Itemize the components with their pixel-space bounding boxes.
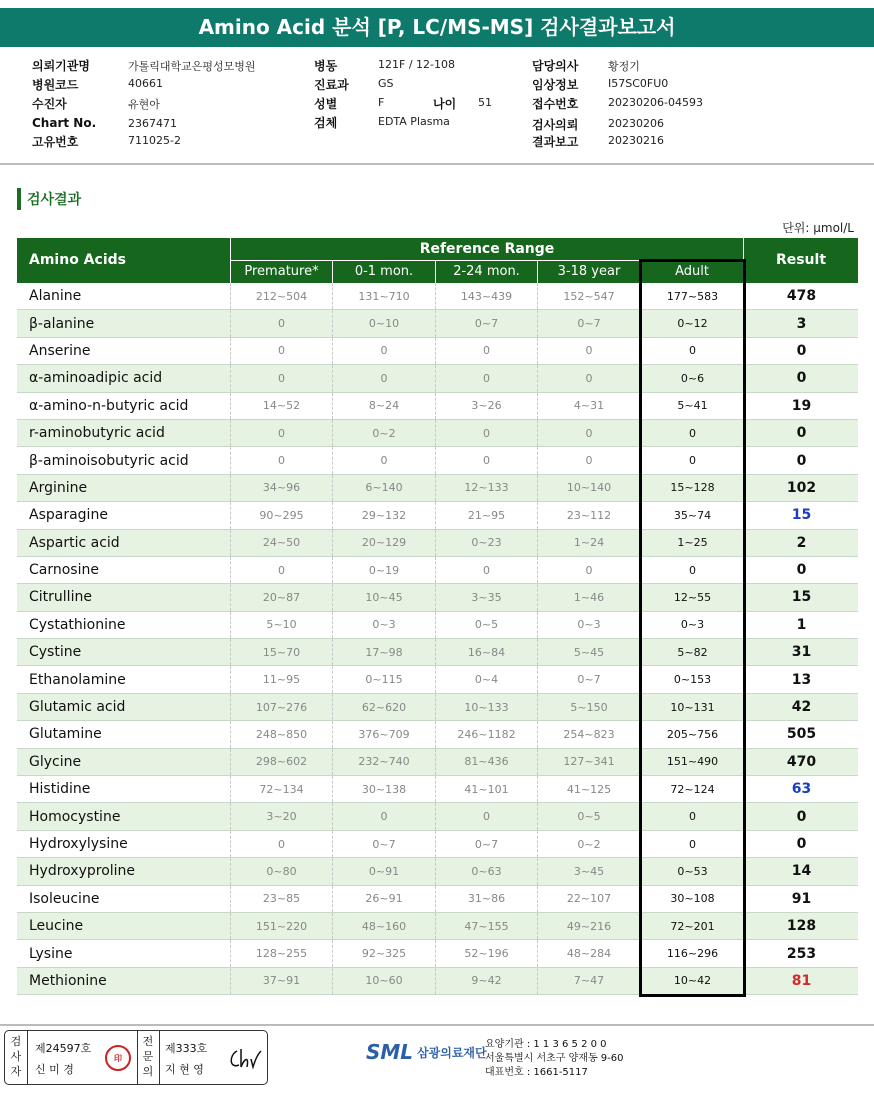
- table-row: [17, 283, 858, 310]
- reference-value: 17~98: [332, 639, 435, 665]
- adult-reference-value: 30~108: [640, 886, 744, 912]
- info-label: 접수번호: [532, 97, 579, 111]
- header-amino-acids: Amino Acids: [29, 252, 126, 268]
- reference-value: 16~84: [435, 639, 537, 665]
- adult-reference-value: 35~74: [640, 502, 744, 528]
- reference-value: 212~504: [230, 283, 332, 309]
- table-row: [17, 310, 858, 337]
- signature-image: [227, 1045, 263, 1073]
- amino-acid-name: Alanine: [29, 288, 82, 305]
- reference-value: 0: [435, 338, 537, 364]
- result-value: 1: [744, 612, 858, 638]
- reference-value: 7~47: [537, 968, 640, 994]
- reference-value: 298~602: [230, 749, 332, 775]
- reference-value: 23~112: [537, 502, 640, 528]
- info-label: 결과보고: [532, 135, 579, 149]
- table-row: [17, 803, 858, 830]
- adult-reference-value: 205~756: [640, 721, 744, 747]
- reference-value: 0~7: [332, 831, 435, 857]
- info-value: GS: [378, 77, 394, 90]
- amino-acid-name: Ethanolamine: [29, 671, 126, 688]
- tester-name: 신 미 경: [35, 1063, 74, 1076]
- reference-value: 0~91: [332, 858, 435, 884]
- reference-value: 0~23: [435, 530, 537, 556]
- section-header: [17, 188, 81, 210]
- reference-value: 8~24: [332, 393, 435, 419]
- adult-reference-value: 10~131: [640, 694, 744, 720]
- reference-value: 0: [435, 803, 537, 829]
- amino-acid-name: Isoleucine: [29, 890, 100, 907]
- reference-value: 151~220: [230, 913, 332, 939]
- reference-value: 0: [332, 338, 435, 364]
- reference-value: 0: [230, 831, 332, 857]
- reference-value: 254~823: [537, 721, 640, 747]
- result-value: 505: [744, 721, 858, 747]
- tester-label: 검 사 자: [10, 1035, 22, 1078]
- adult-reference-value: 0~153: [640, 666, 744, 692]
- section-bar: [17, 188, 21, 210]
- reference-value: 0: [230, 365, 332, 391]
- table-row: [17, 338, 858, 365]
- header-reference-range: Reference Range: [230, 238, 744, 261]
- reference-value: 0~63: [435, 858, 537, 884]
- info-label: 진료과: [314, 78, 349, 92]
- table-row: [17, 639, 858, 666]
- amino-acid-name: r-aminobutyric acid: [29, 425, 165, 442]
- specialist-label: 전 문 의: [142, 1035, 154, 1078]
- reference-value: 0~7: [537, 666, 640, 692]
- amino-acid-name: α-amino-n-butyric acid: [29, 397, 189, 414]
- adult-reference-value: 1~25: [640, 530, 744, 556]
- table-row: [17, 968, 858, 995]
- amino-acid-name: Hydroxyproline: [29, 863, 136, 880]
- specialist-name: 지 현 영: [165, 1063, 204, 1076]
- reference-value: 5~45: [537, 639, 640, 665]
- reference-value: 0: [332, 447, 435, 473]
- amino-acid-name: Leucine: [29, 918, 84, 935]
- adult-reference-value: 72~124: [640, 776, 744, 802]
- table-row: [17, 365, 858, 392]
- table-row: [17, 612, 858, 639]
- info-label: 나이: [433, 97, 457, 111]
- amino-acid-name: Asparagine: [29, 507, 108, 524]
- table-row: [17, 502, 858, 529]
- reference-value: 10~45: [332, 584, 435, 610]
- adult-reference-value: 12~55: [640, 584, 744, 610]
- reference-value: 0: [332, 803, 435, 829]
- reference-value: 376~709: [332, 721, 435, 747]
- reference-value: 1~24: [537, 530, 640, 556]
- adult-reference-value: 72~201: [640, 913, 744, 939]
- result-value: 42: [744, 694, 858, 720]
- adult-reference-value: 0~3: [640, 612, 744, 638]
- reference-value: 47~155: [435, 913, 537, 939]
- info-value: 121F / 12-108: [378, 58, 455, 71]
- header-3-18-year: 3-18 year: [537, 261, 640, 283]
- reference-value: 14~52: [230, 393, 332, 419]
- info-label: 성별: [314, 97, 338, 111]
- patient-info: [0, 55, 874, 163]
- result-value: 0: [744, 557, 858, 583]
- reference-value: 3~20: [230, 803, 332, 829]
- reference-value: 0~7: [537, 310, 640, 336]
- org-phone: 대표번호 : 1661-5117: [485, 1067, 588, 1078]
- footer-divider: [0, 1024, 874, 1026]
- adult-reference-value: 0: [640, 557, 744, 583]
- amino-acid-name: Arginine: [29, 479, 88, 496]
- reference-value: 0: [537, 447, 640, 473]
- table-row: [17, 530, 858, 557]
- header-result: Result: [775, 252, 827, 268]
- table-header: [17, 238, 858, 283]
- reference-value: 3~45: [537, 858, 640, 884]
- table-row: [17, 940, 858, 967]
- info-value: 51: [478, 96, 492, 109]
- adult-reference-value: 10~42: [640, 968, 744, 994]
- reference-value: 24~50: [230, 530, 332, 556]
- adult-reference-value: 0~53: [640, 858, 744, 884]
- reference-value: 0~10: [332, 310, 435, 336]
- org-info: [485, 1038, 624, 1080]
- amino-acid-name: Hydroxylysine: [29, 836, 128, 852]
- table-row: [17, 831, 858, 858]
- info-label: 임상정보: [532, 78, 579, 92]
- amino-acid-name: Glutamine: [29, 726, 102, 743]
- org-code: 요양기관 : 1 1 3 6 5 2 0 0: [485, 1039, 607, 1050]
- result-value: 478: [744, 283, 858, 309]
- result-value: 91: [744, 886, 858, 912]
- table-row: [17, 858, 858, 885]
- info-label: 의뢰기관명: [32, 59, 90, 73]
- reference-value: 0~5: [435, 612, 537, 638]
- table-row: [17, 694, 858, 721]
- info-label: 검사의뢰: [532, 118, 579, 132]
- reference-value: 0: [537, 338, 640, 364]
- results-table: [17, 238, 858, 995]
- org-logo-mark: SML: [366, 1040, 414, 1064]
- reference-value: 0: [230, 447, 332, 473]
- table-row: [17, 886, 858, 913]
- info-value: 유현아: [128, 98, 160, 111]
- amino-acid-name: Carnosine: [29, 562, 99, 579]
- table-row: [17, 776, 858, 803]
- reference-value: 22~107: [537, 886, 640, 912]
- report-title: Amino Acid 분석 [P, LC/MS-MS] 검사결과보고서: [0, 8, 874, 47]
- info-value: 711025-2: [128, 134, 181, 147]
- result-value: 253: [744, 940, 858, 966]
- amino-acid-name: β-aminoisobutyric acid: [29, 452, 189, 469]
- adult-reference-value: 151~490: [640, 749, 744, 775]
- specialist-license: 제333호: [165, 1042, 208, 1055]
- reference-value: 0: [435, 447, 537, 473]
- reference-value: 20~129: [332, 530, 435, 556]
- reference-value: 23~85: [230, 886, 332, 912]
- table-row: [17, 749, 858, 776]
- info-label: 병동: [314, 59, 338, 73]
- reference-value: 20~87: [230, 584, 332, 610]
- table-body: [17, 283, 858, 995]
- table-row: [17, 420, 858, 447]
- amino-acid-name: Glutamic acid: [29, 699, 126, 716]
- adult-reference-value: 0: [640, 338, 744, 364]
- header-2-24-mon: 2-24 mon.: [435, 261, 537, 283]
- reference-value: 81~436: [435, 749, 537, 775]
- info-value: 20230216: [608, 134, 664, 147]
- reference-value: 5~150: [537, 694, 640, 720]
- adult-reference-value: 0: [640, 803, 744, 829]
- amino-acid-name: Cystine: [29, 644, 82, 661]
- section-title: 검사결과: [27, 192, 82, 208]
- reference-value: 90~295: [230, 502, 332, 528]
- divider: [27, 1031, 28, 1084]
- reference-value: 34~96: [230, 475, 332, 501]
- reference-value: 0~5: [537, 803, 640, 829]
- adult-reference-value: 0~12: [640, 310, 744, 336]
- reference-value: 48~284: [537, 940, 640, 966]
- info-value: 20230206: [608, 117, 664, 130]
- amino-acid-name: Citrulline: [29, 589, 92, 606]
- table-row: [17, 584, 858, 611]
- reference-value: 232~740: [332, 749, 435, 775]
- result-value: 2: [744, 530, 858, 556]
- org-address: 서울특별시 서초구 양재동 9-60: [485, 1053, 624, 1064]
- signature-box: [4, 1030, 268, 1085]
- reference-value: 0~4: [435, 666, 537, 692]
- reference-value: 12~133: [435, 475, 537, 501]
- info-label: Chart No.: [32, 116, 97, 130]
- reference-value: 0: [435, 365, 537, 391]
- result-value: 0: [744, 803, 858, 829]
- reference-value: 246~1182: [435, 721, 537, 747]
- result-value: 15: [744, 502, 858, 528]
- reference-value: 21~95: [435, 502, 537, 528]
- amino-acid-name: Glycine: [29, 753, 82, 770]
- amino-acid-name: Histidine: [29, 781, 91, 798]
- header-premature: Premature*: [230, 261, 332, 283]
- reference-value: 0: [537, 557, 640, 583]
- reference-value: 0: [230, 310, 332, 336]
- info-label: 병원코드: [32, 78, 79, 92]
- info-value: 40661: [128, 77, 163, 90]
- reference-value: 143~439: [435, 283, 537, 309]
- amino-acid-name: Anserine: [29, 342, 91, 359]
- info-value: F: [378, 96, 385, 109]
- reference-value: 128~255: [230, 940, 332, 966]
- org-logo: [366, 1040, 487, 1064]
- result-value: 13: [744, 666, 858, 692]
- reference-value: 6~140: [332, 475, 435, 501]
- divider: [137, 1031, 138, 1084]
- reference-value: 0: [230, 420, 332, 446]
- amino-acid-name: Cystathionine: [29, 616, 126, 633]
- reference-value: 0~3: [537, 612, 640, 638]
- result-value: 14: [744, 858, 858, 884]
- reference-value: 0: [230, 557, 332, 583]
- table-row: [17, 475, 858, 502]
- adult-reference-value: 116~296: [640, 940, 744, 966]
- amino-acid-name: Aspartic acid: [29, 534, 120, 551]
- table-row: [17, 447, 858, 474]
- reference-value: 0~80: [230, 858, 332, 884]
- reference-value: 0: [435, 420, 537, 446]
- reference-value: 10~60: [332, 968, 435, 994]
- reference-value: 10~140: [537, 475, 640, 501]
- reference-value: 49~216: [537, 913, 640, 939]
- reference-value: 30~138: [332, 776, 435, 802]
- result-value: 102: [744, 475, 858, 501]
- org-name: 삼광의료재단: [417, 1045, 487, 1060]
- reference-value: 0: [537, 365, 640, 391]
- info-value: 가톨릭대학교은평성모병원: [128, 60, 256, 73]
- table-row: [17, 666, 858, 693]
- reference-value: 0~3: [332, 612, 435, 638]
- result-value: 31: [744, 639, 858, 665]
- reference-value: 0~7: [435, 310, 537, 336]
- amino-acid-name: α-aminoadipic acid: [29, 370, 163, 387]
- reference-value: 0~115: [332, 666, 435, 692]
- reference-value: 92~325: [332, 940, 435, 966]
- reference-value: 62~620: [332, 694, 435, 720]
- header-adult: Adult: [640, 261, 744, 283]
- adult-reference-value: 0: [640, 831, 744, 857]
- amino-acid-name: Lysine: [29, 945, 73, 962]
- divider: [0, 163, 874, 165]
- result-value: 0: [744, 338, 858, 364]
- adult-reference-value: 5~41: [640, 393, 744, 419]
- reference-value: 0~7: [435, 831, 537, 857]
- reference-value: 0~2: [332, 420, 435, 446]
- reference-value: 3~35: [435, 584, 537, 610]
- reference-value: 15~70: [230, 639, 332, 665]
- table-row: [17, 721, 858, 748]
- reference-value: 52~196: [435, 940, 537, 966]
- reference-value: 48~160: [332, 913, 435, 939]
- result-value: 15: [744, 584, 858, 610]
- info-label: 검체: [314, 116, 338, 130]
- table-row: [17, 557, 858, 584]
- reference-value: 248~850: [230, 721, 332, 747]
- result-value: 470: [744, 749, 858, 775]
- result-value: 0: [744, 420, 858, 446]
- reference-value: 127~341: [537, 749, 640, 775]
- adult-reference-value: 0: [640, 447, 744, 473]
- reference-value: 0: [332, 365, 435, 391]
- result-value: 81: [744, 968, 858, 994]
- amino-acid-name: Methionine: [29, 972, 107, 989]
- header-0-1-mon: 0-1 mon.: [332, 261, 435, 283]
- info-label: 고유번호: [32, 135, 79, 149]
- adult-reference-value: 5~82: [640, 639, 744, 665]
- info-value: 20230206-04593: [608, 96, 703, 109]
- result-value: 0: [744, 365, 858, 391]
- result-value: 128: [744, 913, 858, 939]
- result-value: 0: [744, 447, 858, 473]
- reference-value: 5~10: [230, 612, 332, 638]
- adult-reference-value: 177~583: [640, 283, 744, 309]
- tester-seal: 印: [105, 1045, 131, 1071]
- info-value: EDTA Plasma: [378, 115, 450, 128]
- amino-acid-name: Homocystine: [29, 808, 121, 825]
- reference-value: 3~26: [435, 393, 537, 419]
- reference-value: 41~101: [435, 776, 537, 802]
- reference-value: 1~46: [537, 584, 640, 610]
- tester-license: 제24597호: [35, 1042, 92, 1055]
- reference-value: 0: [537, 420, 640, 446]
- reference-value: 41~125: [537, 776, 640, 802]
- table-row: [17, 393, 858, 420]
- reference-value: 31~86: [435, 886, 537, 912]
- reference-value: 4~31: [537, 393, 640, 419]
- reference-value: 10~133: [435, 694, 537, 720]
- result-value: 3: [744, 310, 858, 336]
- info-label: 수진자: [32, 97, 67, 111]
- amino-acid-name: β-alanine: [29, 315, 95, 332]
- divider: [159, 1031, 160, 1084]
- info-label: 담당의사: [532, 59, 579, 73]
- unit-label: 단위: μmol/L: [782, 221, 854, 235]
- table-row: [17, 913, 858, 940]
- reference-value: 107~276: [230, 694, 332, 720]
- reference-value: 29~132: [332, 502, 435, 528]
- result-value: 63: [744, 776, 858, 802]
- adult-reference-value: 0~6: [640, 365, 744, 391]
- info-value: I57SC0FU0: [608, 77, 669, 90]
- reference-value: 11~95: [230, 666, 332, 692]
- info-value: 2367471: [128, 117, 177, 130]
- reference-value: 9~42: [435, 968, 537, 994]
- adult-reference-value: 15~128: [640, 475, 744, 501]
- reference-value: 0~2: [537, 831, 640, 857]
- result-value: 0: [744, 831, 858, 857]
- reference-value: 152~547: [537, 283, 640, 309]
- reference-value: 0: [230, 338, 332, 364]
- reference-value: 72~134: [230, 776, 332, 802]
- reference-value: 37~91: [230, 968, 332, 994]
- reference-value: 131~710: [332, 283, 435, 309]
- reference-value: 0~19: [332, 557, 435, 583]
- adult-reference-value: 0: [640, 420, 744, 446]
- result-value: 19: [744, 393, 858, 419]
- reference-value: 26~91: [332, 886, 435, 912]
- reference-value: 0: [435, 557, 537, 583]
- info-value: 황정기: [608, 60, 640, 73]
